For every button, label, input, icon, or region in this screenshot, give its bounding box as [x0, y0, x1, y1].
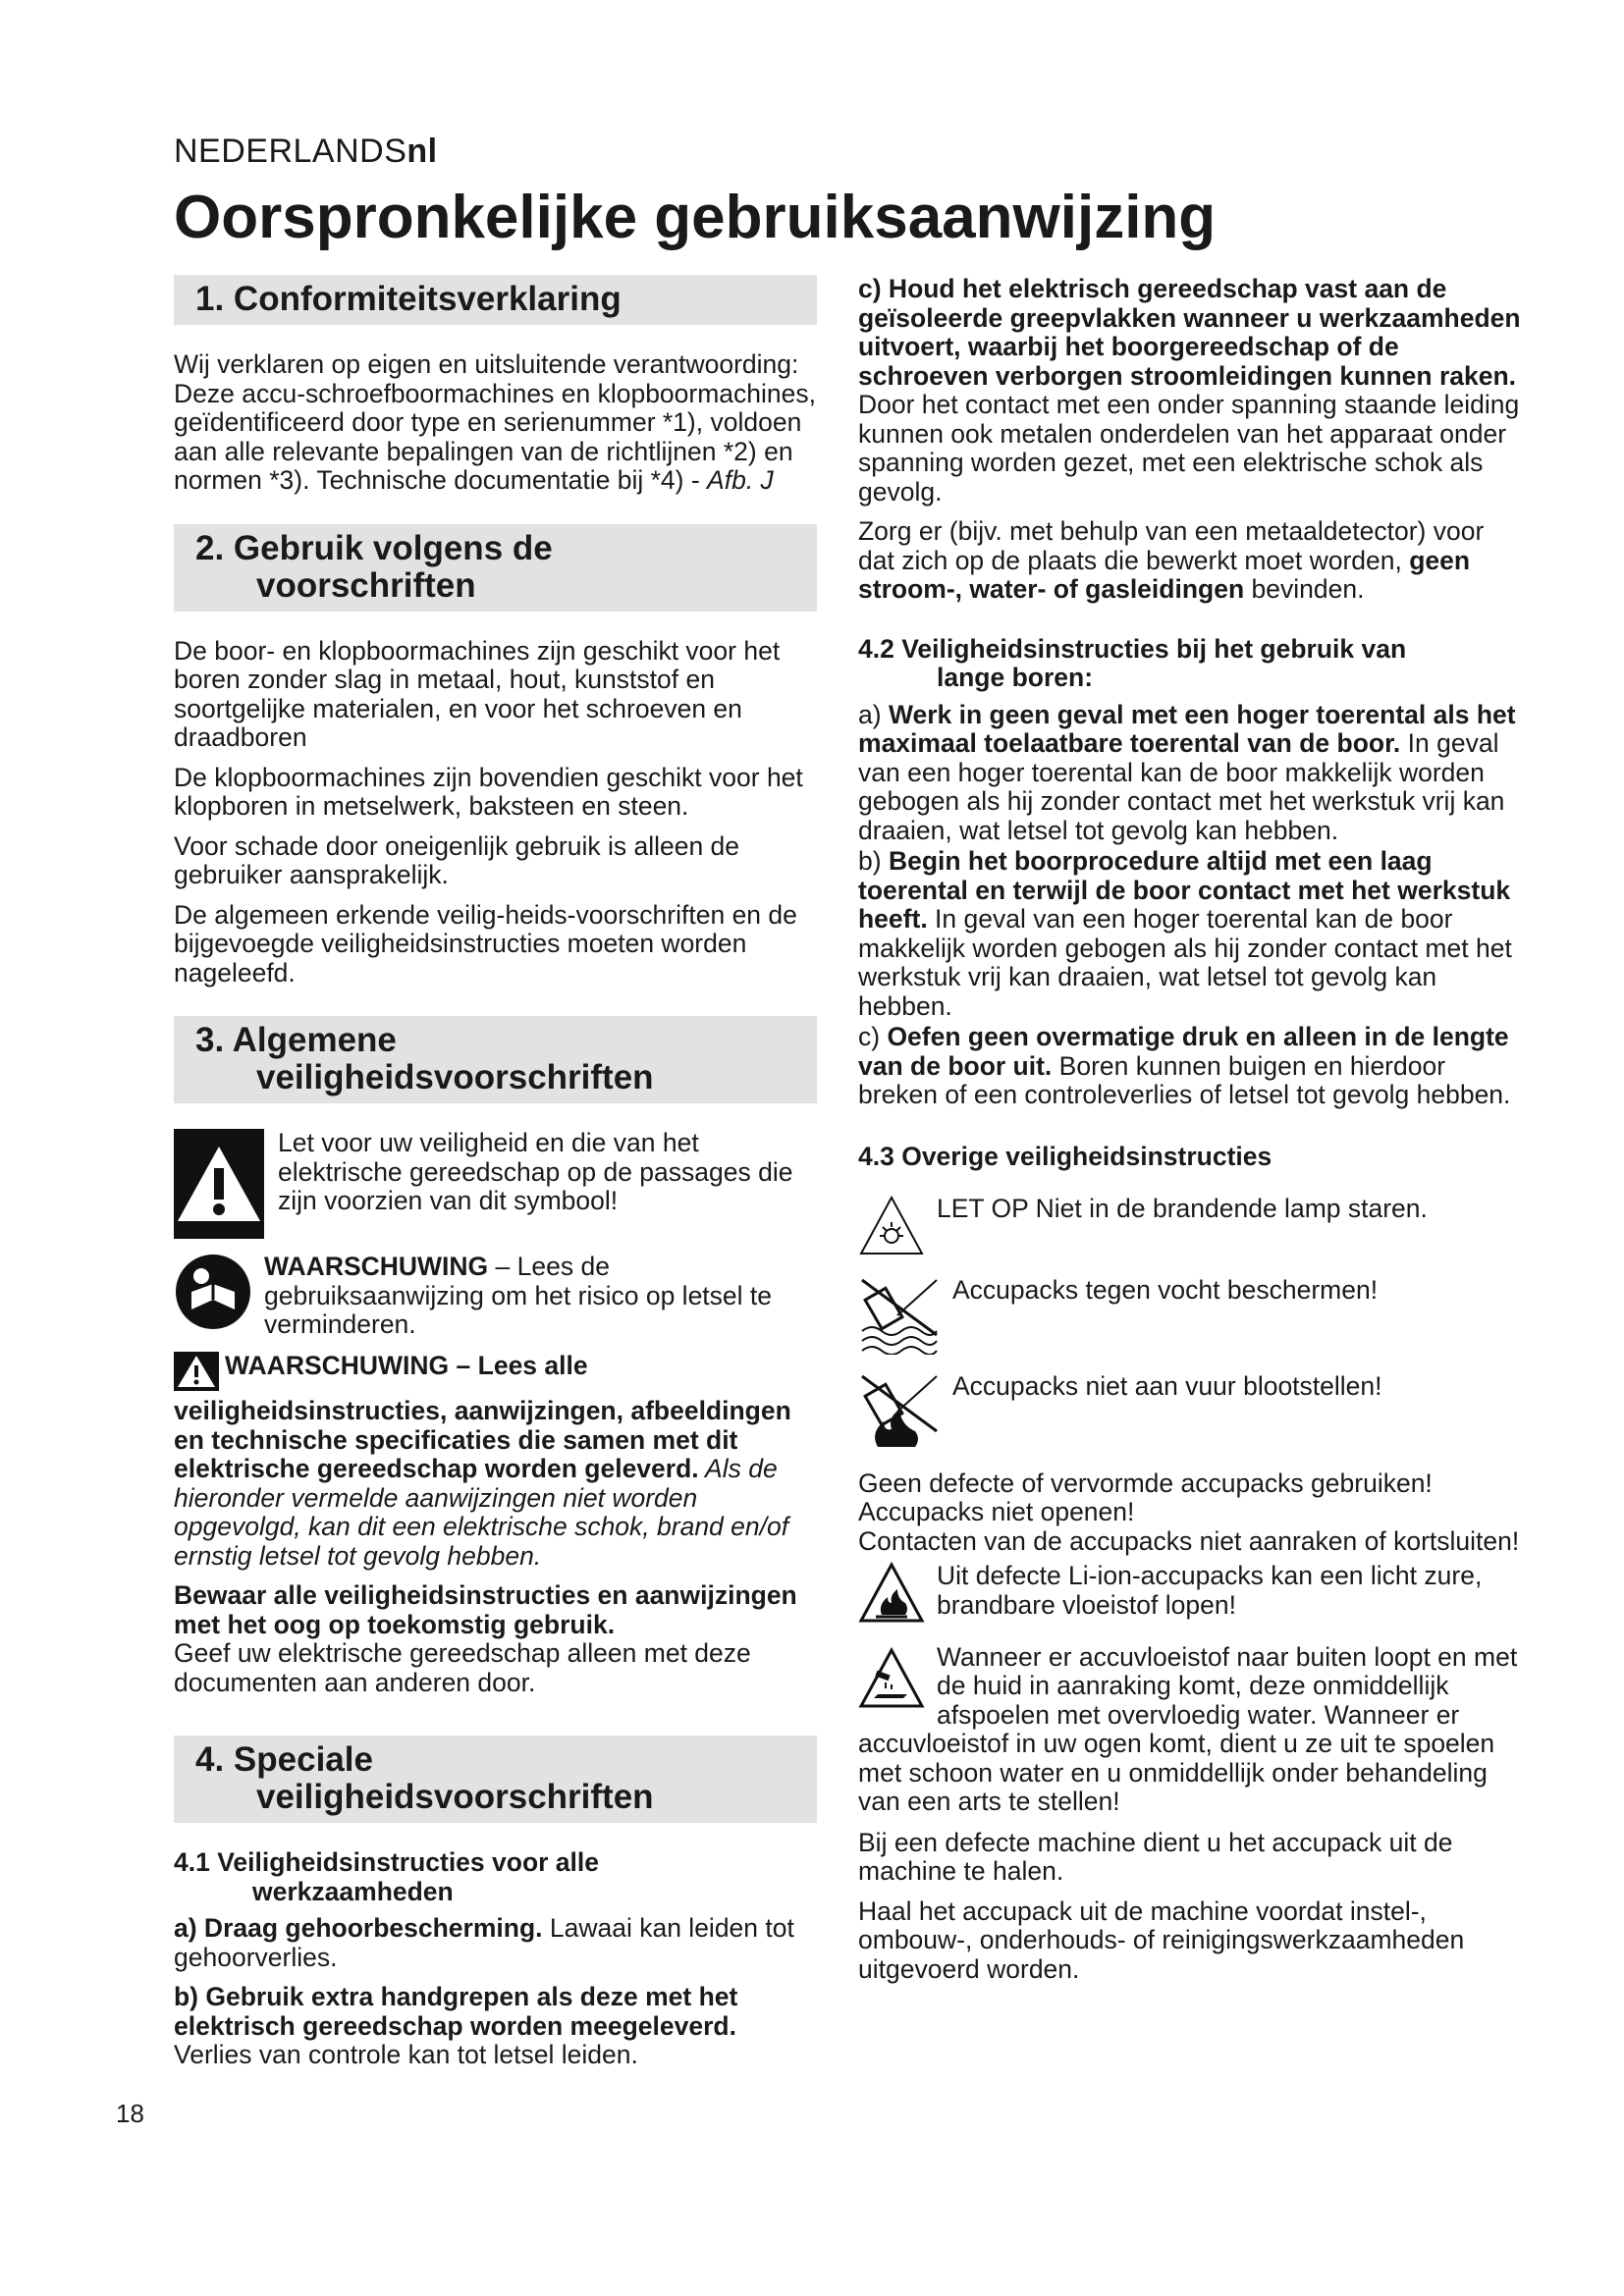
manual-warning-label: WAARSCHUWING [264, 1252, 489, 1281]
keep-instructions-paragraph: Bewaar alle veiligheidsinstructies en aanwijzingen met het oog op toekomstig gebruik. Geef uw elektrische gereedschap alleen met deze documenten aan anderen door. [174, 1580, 797, 1697]
metal-detector-paragraph: Zorg er (bijv. met behulp van een metaaldetector) voor dat zich op de plaats die bewerkt moet worden, geen stroom-, water- of gasleidingen bevinden. [858, 516, 1485, 604]
section-2-heading: 2. Gebruik volgens de voorschriften [174, 524, 817, 612]
no-fire-icon [858, 1372, 941, 1458]
defect-machine-text: Bij een defecte machine dient u het accupack uit de machine te halen. [858, 1827, 1453, 1886]
moisture-row [858, 1276, 1526, 1362]
fire-text: Accupacks niet aan vuur blootstellen! [952, 1371, 1382, 1401]
manual-warning-row [174, 1253, 817, 1340]
section-4-3-heading: 4.3 Overige veiligheidsinstructies [858, 1141, 1272, 1171]
warning-symbol-row [174, 1129, 817, 1239]
contacts-text: Contacten van de accupacks niet aanraken of kortsluiten! [858, 1525, 1520, 1556]
usage-paragraph-2: De klopboormachines zijn bovendien geschikt voor het klopboren in metselwerk, baksteen en steen. [174, 762, 803, 821]
long-drill-b: b) Begin het boorprocedure altijd met een laag toerental en terwijl de boor contact met het werkstuk heeft. In geval van een hoger toerental kan de boor makkelijk worden gebogen als hij zonder contact met het werkstuk vrij kan draaien, wat letsel tot gevolg kan hebben. [858, 846, 1512, 1021]
long-drill-a: a) Werk in geen geval met een hoger toerental als het maximaal toelaatbare toerental van de boor. In geval van een hoger toerental kan de boor makkelijk worden gebogen als hij zonder contact met het werkstuk vrij kan draaien, wat letsel tot gevolg kan hebben. [858, 699, 1516, 845]
page-number: 18 [116, 2099, 144, 2128]
left-column [174, 275, 817, 2081]
section-4-1-heading: 4.1 Veiligheidsinstructies voor alle werkzaamheden [174, 1847, 600, 1906]
warning-triangle-icon [174, 1129, 264, 1239]
remove-pack-text: Haal het accupack uit de machine voordat instel-, ombouw-, onderhouds- of reinigingswerkzaamheden uitgevoerd worden. [858, 1896, 1465, 1984]
language-code: nl [406, 133, 438, 170]
defect-text: Geen defecte of vervormde accupacks gebruiken! [858, 1468, 1433, 1498]
extra-handles-paragraph: b) Gebruik extra handgrepen als deze met het elektrisch gereedschap worden meegeleverd. Verlies van controle kan tot letsel leiden. [174, 1982, 738, 2069]
leak-block [858, 1643, 1526, 1817]
fire-row [858, 1372, 1526, 1458]
usage-paragraph-4: De algemeen erkende veilig-heids-voorschriften en de bijgevoegde veiligheidsinstructies moeten worden nageleefd. [174, 899, 797, 988]
right-column [858, 275, 1526, 1995]
page-title: Oorspronkelijke gebruiksaanwijzing [174, 184, 1217, 251]
lamp-warning-row [858, 1195, 1526, 1264]
lamp-warning-text: LET OP Niet in de brandende lamp staren. [937, 1194, 1428, 1223]
insulated-grip-paragraph: c) Houd het elektrisch gereedschap vast aan de geïsoleerde greepvlakken wanneer u werkzaamheden uitvoert, waarbij het boorgereedschap of de schroeven verborgen stroomleidingen kunnen raken. Door het contact met een onder spanning staande leiding kunnen ook metalen onderdelen van het apparaat onder spanning worden gezet, met een elektrische schok als gevolg. [858, 274, 1521, 507]
read-manual-icon [174, 1253, 252, 1338]
hearing-protection-paragraph: a) Draag gehoorbescherming. Lawaai kan leiden tot gehoorverlies. [174, 1913, 794, 1972]
small-warning-icon [174, 1352, 219, 1398]
moisture-text: Accupacks tegen vocht beschermen! [952, 1274, 1379, 1305]
corrosive-warning-icon [858, 1647, 925, 1717]
usage-paragraph-1: De boor- en klopboormachines zijn geschikt voor het boren zonder slag in metaal, hout, kunststof en soortgelijke materialen, en voor het schroeven en draadboren [174, 635, 781, 752]
general-warning-paragraph: WAARSCHUWING – Lees alle veiligheidsinstructies, aanwijzingen, afbeeldingen en technische specificaties die samen met dit elektrische gereedschap worden geleverd. Als de hieronder vermelde aanwijzingen niet worden opgevolgd, kan dit een elektrische schok, brand en/of ernstig letsel tot gevolg hebben. [174, 1350, 791, 1571]
no-moisture-icon [858, 1276, 941, 1362]
liion-text: Uit defecte Li-ion-accupacks kan een licht zure, brandbare vloeistof lopen! [937, 1561, 1483, 1620]
language-header [174, 133, 438, 171]
leak-text: Wanneer er accuvloeistof naar buiten loopt en met de huid in aanraking komt, deze onmiddellijk afspoelen met overvloedig water. Wanneer er accuvloeistof in uw ogen komt, dient u ze uit te spoelen met schoon water en u onmiddellijk onder behandeling van een arts te stellen! [858, 1641, 1518, 1816]
liion-row [858, 1562, 1526, 1631]
conformity-text: Wij verklaren op eigen en uitsluitende verantwoording: Deze accu-schroefboormachines en klopboormachines, geïdentificeerd door type en serienummer *1), voldoen aan alle relevante bepalingen van de richtlijnen *2) en normen *3). Technische documentatie bij *4) - Afb. J [174, 349, 817, 495]
warning-symbol-text: Let voor uw veiligheid en die van het elektrische gereedschap op de passages die zijn voorzien van dit symbool! [278, 1128, 793, 1215]
section-4-2-heading: 4.2 Veiligheidsinstructies bij het gebruik van lange boren: [858, 633, 1407, 692]
lamp-warning-icon [858, 1195, 925, 1264]
language-name: NEDERLANDS [174, 133, 407, 170]
section-3-heading: 3. Algemene veiligheidsvoorschriften [174, 1016, 817, 1103]
long-drill-c: c) Oefen geen overmatige druk en alleen in de lengte van de boor uit. Boren kunnen buigen en hierdoor breken of een controleverlies of letsel tot gevolg hebben. [858, 1022, 1511, 1109]
open-text: Accupacks niet openen! [858, 1497, 1135, 1526]
manual-warning-text: – Lees de gebruiksaanwijzing om het risico op letsel te verminderen. [264, 1252, 773, 1339]
section-4-heading: 4. Speciale veiligheidsvoorschriften [174, 1735, 817, 1823]
figure-ref: Afb. J [707, 465, 774, 495]
section-1-heading: 1. Conformiteitsverklaring [174, 275, 817, 325]
usage-paragraph-3: Voor schade door oneigenlijk gebruik is alleen de gebruiker aansprakelijk. [174, 830, 740, 889]
flammable-warning-icon [858, 1562, 925, 1631]
